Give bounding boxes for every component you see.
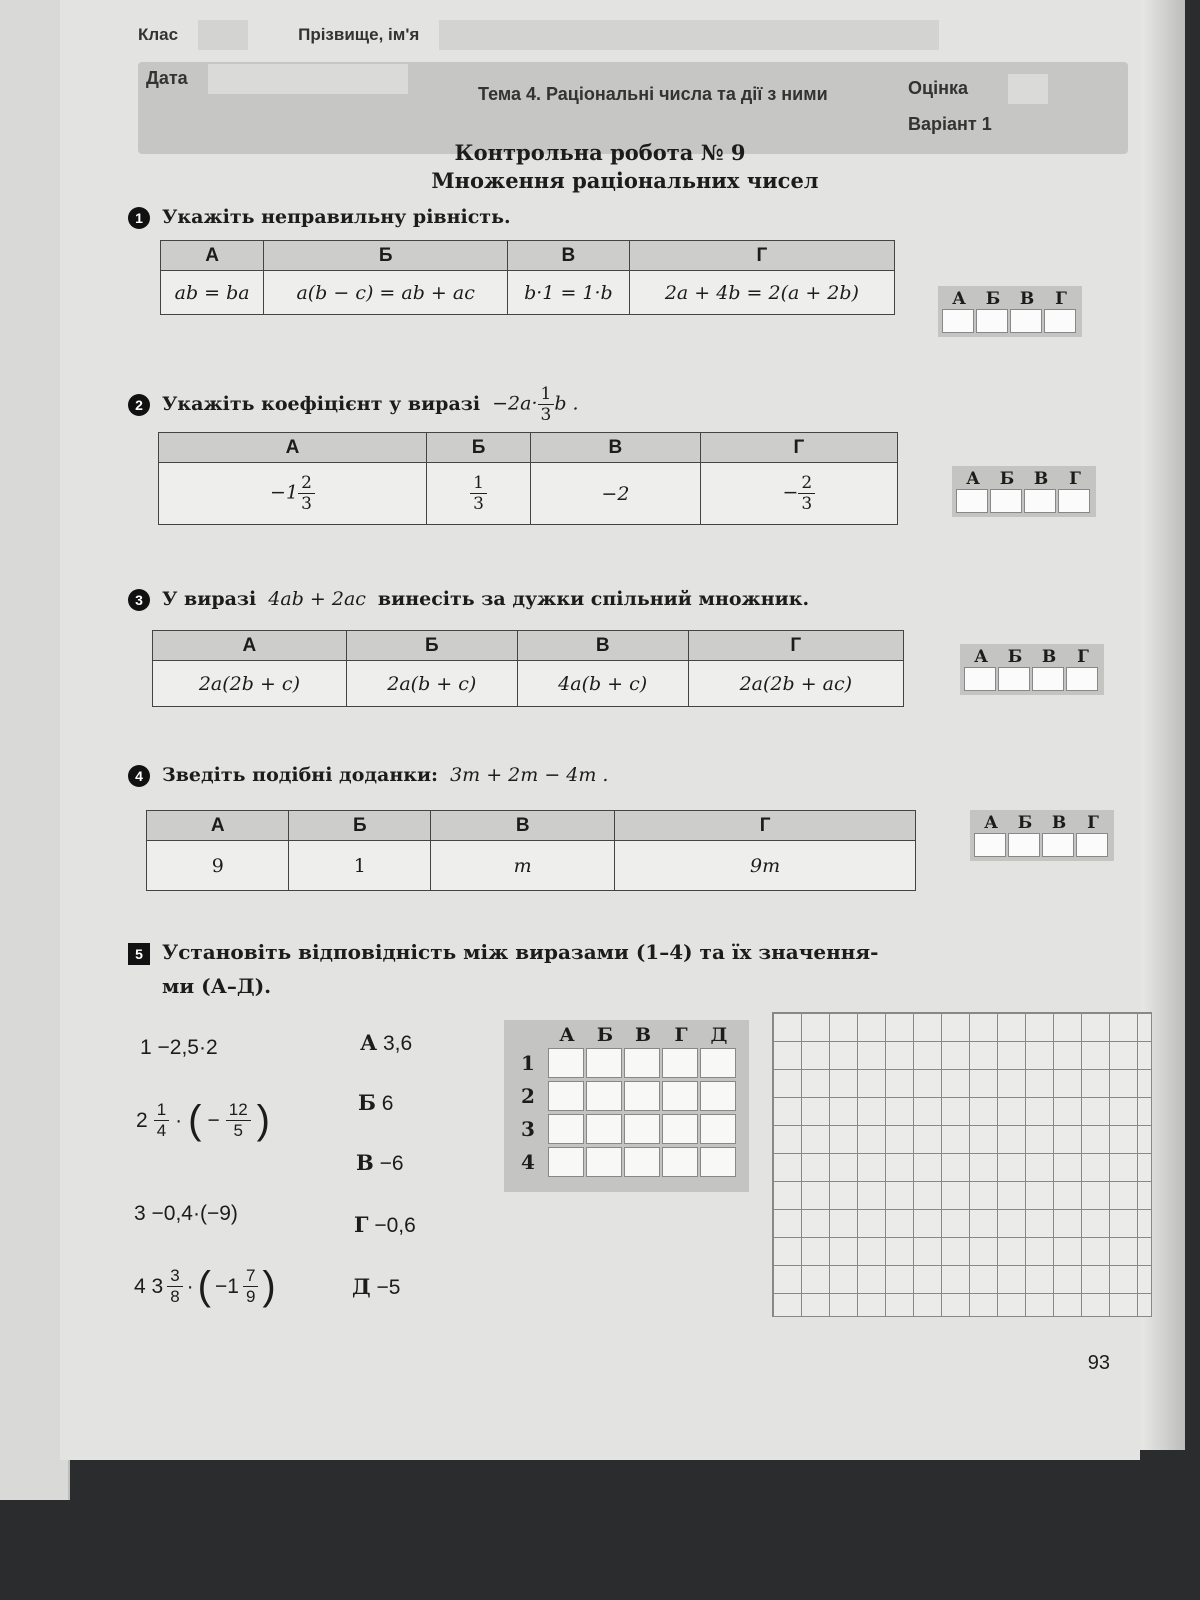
fraction-numerator: 1 — [470, 473, 487, 494]
grade-field[interactable] — [1008, 74, 1048, 104]
task-text: У виразі — [162, 588, 257, 610]
grid-cell[interactable] — [700, 1114, 736, 1144]
value-number: −0,6 — [374, 1214, 416, 1237]
name-label: Прізвище, ім'я — [298, 25, 420, 44]
scratch-grid[interactable] — [772, 1012, 1152, 1317]
answer-letter: Г — [1055, 289, 1067, 309]
value-number: −5 — [376, 1276, 401, 1299]
option-value: 2a + 4b = 2(a + 2b) — [629, 271, 894, 315]
value-b — [358, 1090, 393, 1116]
fraction — [154, 1100, 169, 1141]
expr-part: −2a· — [492, 392, 538, 415]
fraction-denominator: 3 — [801, 494, 813, 514]
page-number: 93 — [1087, 1352, 1110, 1374]
option-value: 9m — [615, 841, 916, 891]
grid-cell[interactable] — [700, 1081, 736, 1111]
option-letter: Б — [346, 631, 517, 661]
grid-cell[interactable] — [548, 1048, 584, 1078]
answer-letter: Г — [1069, 469, 1081, 489]
answer-cell[interactable] — [1058, 489, 1090, 513]
fraction-denominator: 3 — [540, 405, 552, 425]
fraction-numerator: 1 — [154, 1100, 169, 1121]
task-1-answer-box — [938, 286, 1082, 337]
grid-col-letter: Д — [710, 1024, 728, 1046]
option-value: m — [431, 841, 615, 891]
grid-cell[interactable] — [548, 1114, 584, 1144]
grid-row-number: 4 — [521, 1149, 535, 1174]
answer-cell[interactable] — [942, 309, 974, 333]
expression-number: 4 3 — [134, 1274, 164, 1298]
option-value: −2 — [531, 463, 701, 525]
answer-cell[interactable] — [976, 309, 1008, 333]
expr-part: b . — [554, 392, 579, 415]
expression-3: 3 −0,4·(−9) — [134, 1202, 238, 1225]
task-number: 5 — [128, 943, 150, 965]
option-value — [159, 463, 427, 525]
answer-cell[interactable] — [1076, 833, 1108, 857]
task-expression — [492, 384, 578, 425]
option-value: 1 — [289, 841, 431, 891]
minus-sign: − — [782, 481, 799, 504]
option-letter: Г — [615, 811, 916, 841]
answer-cell[interactable] — [1010, 309, 1042, 333]
value-letter: Д — [352, 1274, 371, 1299]
expression-1: 1 −2,5·2 — [140, 1036, 218, 1059]
option-letter: А — [147, 811, 289, 841]
grade-label: Оцінка — [908, 78, 968, 98]
grid-col-letter: Б — [596, 1024, 614, 1046]
answer-letter: А — [952, 289, 966, 309]
answer-letter: А — [966, 469, 980, 489]
grid-cell[interactable] — [662, 1048, 698, 1078]
task-2-answer-box — [952, 466, 1096, 517]
option-letter: В — [508, 241, 630, 271]
fraction-numerator: 12 — [226, 1100, 251, 1121]
task-expression: 4ab + 2ac — [268, 588, 366, 610]
value-a — [360, 1030, 412, 1056]
answer-letter: Г — [1087, 813, 1099, 833]
grid-row-number: 1 — [521, 1050, 535, 1075]
fraction-denominator: 9 — [245, 1287, 256, 1306]
grid-cell[interactable] — [662, 1147, 698, 1177]
option-letter: Г — [700, 433, 897, 463]
option-value — [426, 463, 530, 525]
task-text: ми (А–Д). — [162, 974, 272, 998]
option-letter: А — [153, 631, 347, 661]
answer-cell[interactable] — [1008, 833, 1040, 857]
answer-letter: В — [1019, 289, 1035, 309]
fraction — [167, 1266, 182, 1307]
task-5 — [128, 940, 878, 965]
answer-cell[interactable] — [998, 667, 1030, 691]
header-top — [138, 20, 939, 50]
answer-letter: Б — [999, 469, 1015, 489]
answer-cell[interactable] — [1066, 667, 1098, 691]
option-value: 2a(2b + c) — [153, 661, 347, 707]
class-field[interactable] — [198, 20, 248, 50]
option-value: b·1 = 1·b — [508, 271, 630, 315]
option-value — [700, 463, 897, 525]
answer-cell[interactable] — [1044, 309, 1076, 333]
value-e — [352, 1274, 400, 1300]
task-3-answer-box — [960, 644, 1104, 695]
date-field[interactable] — [208, 64, 408, 94]
answer-cell[interactable] — [1024, 489, 1056, 513]
option-value: 2a(b + c) — [346, 661, 517, 707]
grid-cell[interactable] — [548, 1147, 584, 1177]
answer-letter: Б — [985, 289, 1001, 309]
fraction — [298, 473, 315, 514]
option-value: 2a(2b + ac) — [688, 661, 903, 707]
option-letter: В — [431, 811, 615, 841]
value-number: −6 — [379, 1152, 404, 1175]
mixed-whole: −1 — [270, 481, 299, 504]
grid-cell[interactable] — [548, 1081, 584, 1111]
expression-4: 4 3 $\frac{3}{8}$ · ( −1 $\frac{7}{9}$ ) — [134, 1264, 276, 1308]
option-letter: Б — [264, 241, 508, 271]
task-text: Укажіть неправильну рівність. — [162, 206, 511, 228]
task-1 — [128, 206, 511, 229]
grid-cell[interactable] — [586, 1114, 622, 1144]
variant-label: Варіант 1 — [908, 114, 992, 134]
grid-row-number: 2 — [521, 1083, 535, 1108]
date-label: Дата — [146, 68, 188, 88]
task-2 — [128, 384, 579, 425]
option-letter: Г — [688, 631, 903, 661]
class-label: Клас — [138, 25, 179, 44]
grid-cell[interactable] — [586, 1147, 622, 1177]
value-c — [356, 1150, 404, 1176]
answer-letter: В — [1041, 647, 1057, 667]
topic-title: Тема 4. Раціональні числа та дії з ними — [478, 84, 828, 104]
task-expression: 3m + 2m − 4m . — [450, 764, 609, 786]
task-number: 3 — [128, 589, 150, 611]
value-letter: В — [356, 1150, 374, 1175]
answer-cell[interactable] — [990, 489, 1022, 513]
task-text: Укажіть коефіцієнт у виразі — [162, 392, 481, 415]
grid-cell[interactable] — [700, 1147, 736, 1177]
option-letter: В — [531, 433, 701, 463]
answer-cell[interactable] — [1032, 667, 1064, 691]
fraction-denominator: 5 — [233, 1121, 243, 1140]
value-d — [354, 1212, 416, 1238]
task-1-options — [160, 240, 895, 315]
worksheet-page — [60, 0, 1140, 1460]
grid-cell[interactable] — [662, 1114, 698, 1144]
value-number: 3,6 — [382, 1032, 413, 1055]
fraction-numerator: 2 — [298, 473, 315, 494]
test-subtitle: Множення раціональних чисел — [431, 168, 819, 193]
answer-letter: Б — [1007, 647, 1023, 667]
option-letter: Б — [426, 433, 530, 463]
task-text: винесіть за дужки спільний множник. — [377, 588, 810, 610]
fraction-numerator: 3 — [167, 1266, 182, 1287]
fraction-numerator: 7 — [243, 1266, 258, 1287]
option-letter: А — [159, 433, 427, 463]
test-title: Контрольна робота № 9 — [454, 140, 746, 165]
option-letter: А — [161, 241, 264, 271]
task-4-answer-box — [970, 810, 1114, 861]
answer-letter: Г — [1077, 647, 1089, 667]
option-value: a(b − c) = ab + ac — [264, 271, 508, 315]
expression-2: 2 $\frac{1}{4}$ · ( − $\frac{12}{5}$ ) — [136, 1098, 270, 1142]
option-letter: Г — [629, 241, 894, 271]
grid-cell[interactable] — [586, 1048, 622, 1078]
task-5-text-cont — [162, 974, 271, 998]
grid-col-letter: В — [634, 1024, 652, 1046]
task-text: Зведіть подібні доданки: — [162, 764, 439, 786]
task-number: 1 — [128, 207, 150, 229]
grid-cell[interactable] — [624, 1081, 660, 1111]
option-value: 9 — [147, 841, 289, 891]
answer-letter: А — [984, 813, 998, 833]
fraction — [243, 1266, 258, 1307]
answer-letter: А — [974, 647, 988, 667]
grid-cell[interactable] — [624, 1114, 660, 1144]
grid-col-letter: Г — [674, 1024, 688, 1046]
fraction-denominator: 4 — [156, 1121, 167, 1140]
value-letter: Б — [358, 1090, 376, 1115]
task-3 — [128, 588, 809, 611]
fraction-denominator: 3 — [301, 494, 312, 514]
mixed-whole: −1 — [215, 1274, 239, 1298]
answer-cell[interactable] — [1042, 833, 1074, 857]
grid-cell[interactable] — [624, 1147, 660, 1177]
task-number: 4 — [128, 765, 150, 787]
grid-cell[interactable] — [700, 1048, 736, 1078]
task-4 — [128, 764, 608, 787]
task-5-answer-grid — [504, 1020, 749, 1192]
option-letter: В — [517, 631, 688, 661]
task-2-options — [158, 432, 898, 525]
answer-letter: Б — [1017, 813, 1033, 833]
fraction-numerator: 1 — [538, 384, 555, 405]
fraction — [470, 473, 487, 514]
answer-cell[interactable] — [956, 489, 988, 513]
fraction-denominator: 8 — [170, 1287, 180, 1306]
value-letter: А — [360, 1030, 378, 1055]
option-value: ab = ba — [161, 271, 264, 315]
value-letter: Г — [354, 1212, 369, 1237]
fraction — [798, 473, 815, 514]
option-value: 4a(b + c) — [517, 661, 688, 707]
fraction — [226, 1100, 251, 1141]
task-4-options — [146, 810, 916, 891]
grid-col-letter: А — [559, 1024, 575, 1046]
task-text: Установіть відповідність між виразами (1–4) та їх значення- — [162, 940, 879, 964]
grid-cell[interactable] — [624, 1048, 660, 1078]
fraction-numerator: 2 — [798, 473, 815, 494]
value-number: 6 — [381, 1092, 394, 1115]
grid-cell[interactable] — [586, 1081, 622, 1111]
answer-cell[interactable] — [974, 833, 1006, 857]
grid-cell[interactable] — [662, 1081, 698, 1111]
grid-row-number: 3 — [521, 1116, 535, 1141]
expression-number: 2 — [136, 1108, 148, 1132]
task-number: 2 — [128, 394, 150, 416]
name-field[interactable] — [439, 20, 939, 50]
answer-cell[interactable] — [964, 667, 996, 691]
fraction-denominator: 3 — [473, 494, 484, 514]
option-letter: Б — [289, 811, 431, 841]
task-3-options — [152, 630, 904, 707]
fraction — [538, 384, 555, 425]
answer-letter: В — [1033, 469, 1049, 489]
answer-letter: В — [1051, 813, 1067, 833]
